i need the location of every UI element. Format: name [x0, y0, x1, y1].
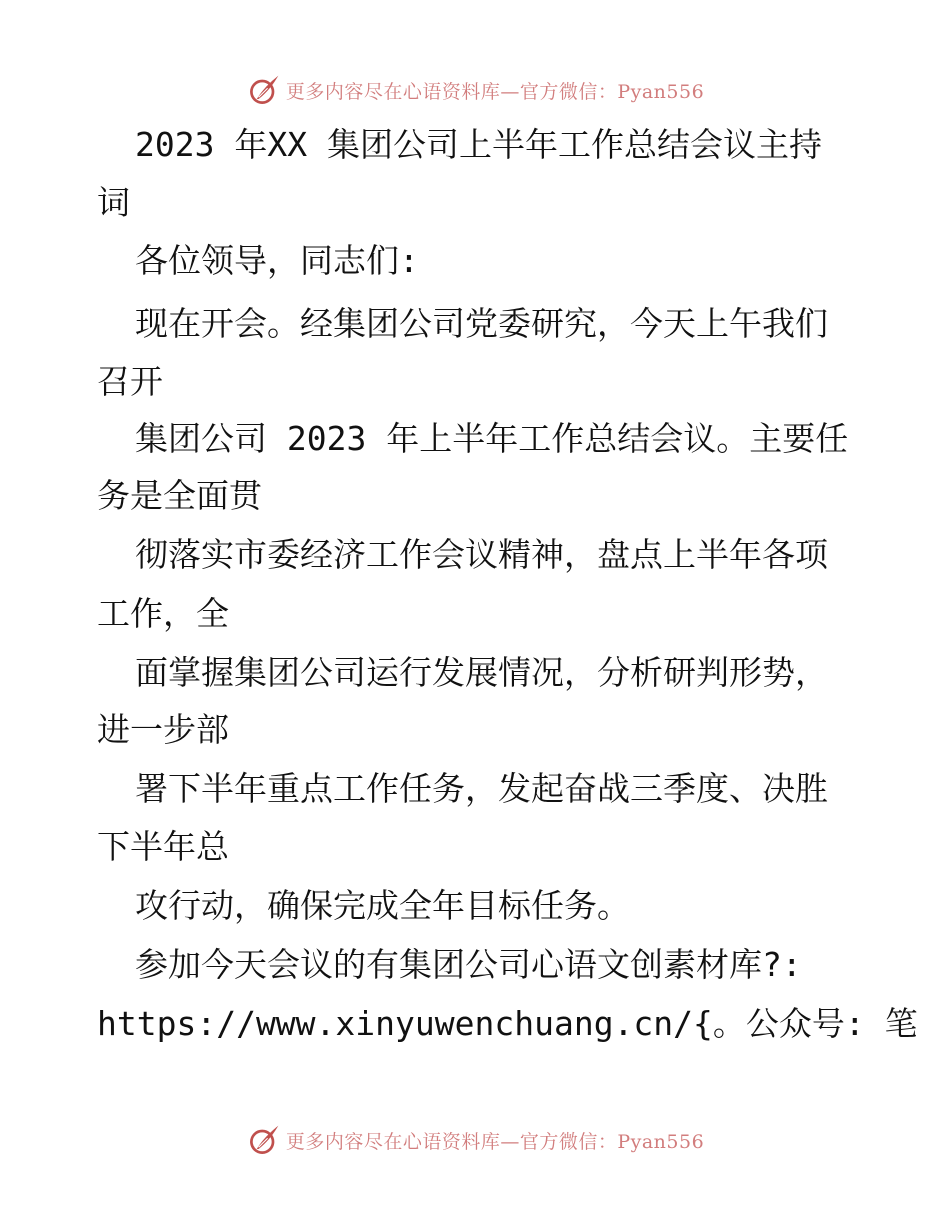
paragraph-line: 务是全面贯 [97, 476, 262, 515]
paragraph-line: 面掌握集团公司运行发展情况，分析研判形势， [135, 653, 828, 692]
title-line-2: 词 [97, 183, 130, 222]
footer-banner-text: 更多内容尽在心语资料库—官方微信：Pyan556 [285, 1130, 705, 1153]
paragraph-line: 彻落实市委经济工作会议精神，盘点上半年各项 [135, 535, 828, 574]
paragraph-line: 工作，全 [97, 594, 229, 633]
salutation-line: 各位领导，同志们: [135, 241, 419, 280]
quill-feather-logo-icon [246, 1122, 282, 1158]
paragraph-line: 参加今天会议的有集团公司心语文创素材库?: [135, 945, 802, 984]
url-line: https://www.xinyuwenchuang.cn/{。公众号: 笔 [97, 1004, 918, 1043]
header-banner-text: 更多内容尽在心语资料库—官方微信：Pyan556 [285, 80, 705, 103]
paragraph-line: 下半年总 [97, 827, 229, 866]
title-line-1: 2023 年XX 集团公司上半年工作总结会议主持 [135, 125, 822, 164]
footer-watermark-banner [0, 1120, 950, 1160]
paragraph-line: 攻行动，确保完成全年目标任务。 [135, 886, 630, 925]
quill-feather-logo-icon [246, 72, 282, 108]
paragraph-line: 集团公司 2023 年上半年工作总结会议。主要任 [135, 419, 849, 458]
paragraph-line: 现在开会。经集团公司党委研究，今天上午我们 [135, 304, 828, 343]
paragraph-line: 署下半年重点工作任务，发起奋战三季度、决胜 [135, 769, 828, 808]
paragraph-line: 召开 [97, 362, 163, 401]
paragraph-line: 进一步部 [97, 710, 229, 749]
header-watermark-banner [0, 70, 950, 110]
